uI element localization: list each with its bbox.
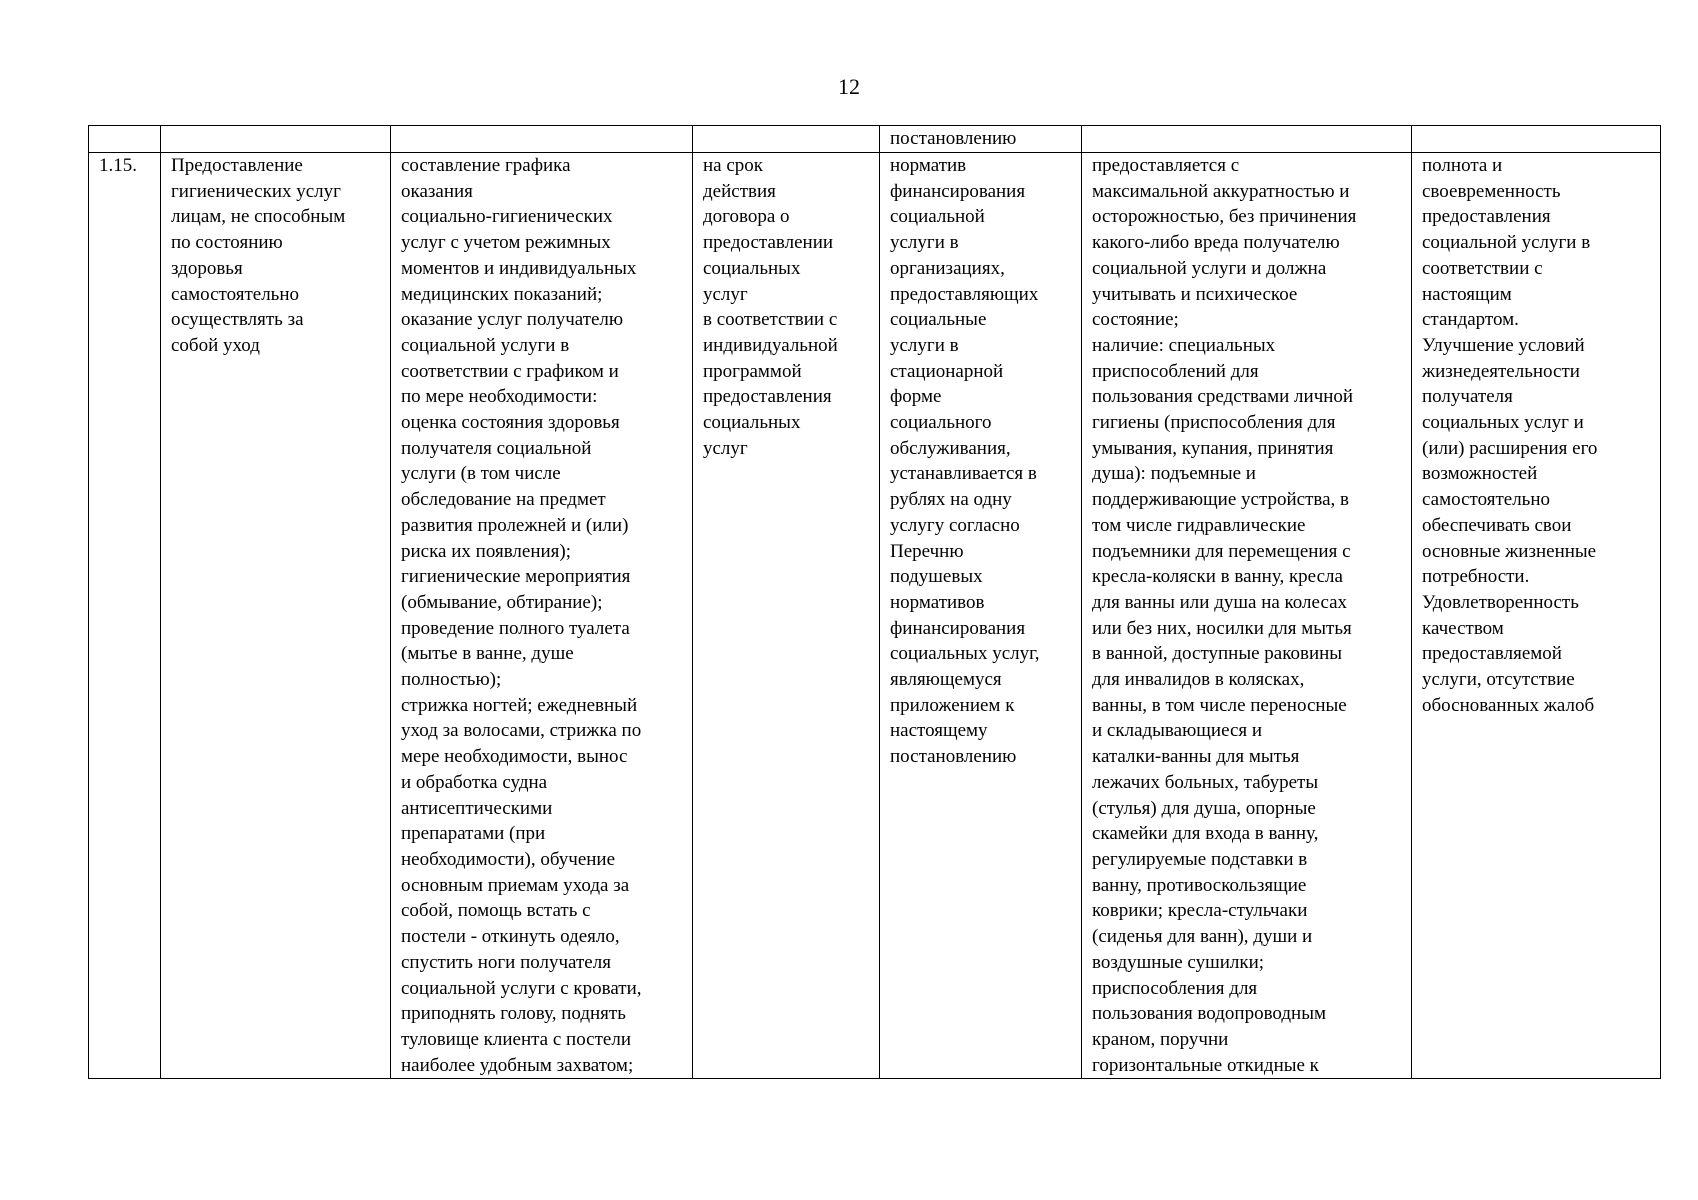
quality-cell: полнота и своевременность предоставления социальной услуги в соответствии с настоящим стандартом. Улучшение условий жизнедеятельности получателя социальных услуг и (или) расширения его возможностей самостоятельно обеспечивать свои основные жизненные потребности. Удовлетворенность качеством предоставляемой услуги, отсутствие обоснованных жалоб [1412, 153, 1661, 1079]
table-cell [693, 126, 880, 153]
table-cell [391, 126, 693, 153]
table-cell [89, 126, 161, 153]
continuation-row [89, 126, 1661, 153]
table-row [89, 153, 1661, 1079]
conditions-cell: предоставляется с максимальной аккуратностью и осторожностью, без причинения какого-либо вреда получателю социальной услуги и должна учитывать и психическое состояние; наличие: специальных приспособлений для пользования средствами личной гигиены (приспособления для умывания, купания, принятия душа): подъемные и поддерживающие устройства, в том числе гидравлические подъемники для перемещения с кресла-коляски в ванну, кресла для ванны или душа на колесах или без них, носилки для мытья в ванной, доступные раковины для инвалидов в колясках, ванны, в том числе переносные и складывающиеся и каталки-ванны для мытья лежачих больных, табуреты (стулья) для душа, опорные скамейки для входа в ванну, регулируемые подставки в ванну, противоскользящие коврики; кресла-стульчаки (сиденья для ванн), души и воздушные сушилки; приспособления для пользования водопроводным краном, поручни горизонтальные откидные к [1082, 153, 1412, 1079]
service-term-cell: на срок действия договора о предоставлении социальных услуг в соответствии с индивидуальной программой предоставления социальных услуг [693, 153, 880, 1079]
service-content-cell: составление графика оказания социально-гигиенических услуг с учетом режимных моментов и индивидуальных медицинских показаний; оказание услуг получателю социальной услуги в соответствии с графиком и по мере необходимости: оценка состояния здоровья получателя социальной услуги (в том числе обследование на предмет развития пролежней и (или) риска их появления); гигиенические мероприятия (обмывание, обтирание); проведение полного туалета (мытье в ванне, душе полностью); стрижка ногтей; ежедневный уход за волосами, стрижка по мере необходимости, вынос и обработка судна антисептическими препаратами (при необходимости), обучение основным приемам ухода за собой, помощь встать с постели - откинуть одеяло, спустить ноги получателя социальной услуги с кровати, приподнять голову, поднять туловище клиента с постели наиболее удобным захватом; [391, 153, 693, 1079]
table-cell: постановлению [880, 126, 1082, 153]
services-table [88, 125, 1661, 1079]
service-name-cell: Предоставление гигиенических услуг лицам, не способным по состоянию здоровья самостоятельно осуществлять за собой уход [161, 153, 391, 1079]
financing-cell: норматив финансирования социальной услуги в организациях, предоставляющих социальные услуги в стационарной форме социального обслуживания, устанавливается в рублях на одну услугу согласно Перечню подушевых нормативов финансирования социальных услуг, являющемуся приложением к настоящему постановлению [880, 153, 1082, 1079]
table-cell [1082, 126, 1412, 153]
page-number: 12 [838, 74, 860, 99]
table-cell [1412, 126, 1661, 153]
table-cell [161, 126, 391, 153]
row-number-cell: 1.15. [89, 153, 161, 1079]
